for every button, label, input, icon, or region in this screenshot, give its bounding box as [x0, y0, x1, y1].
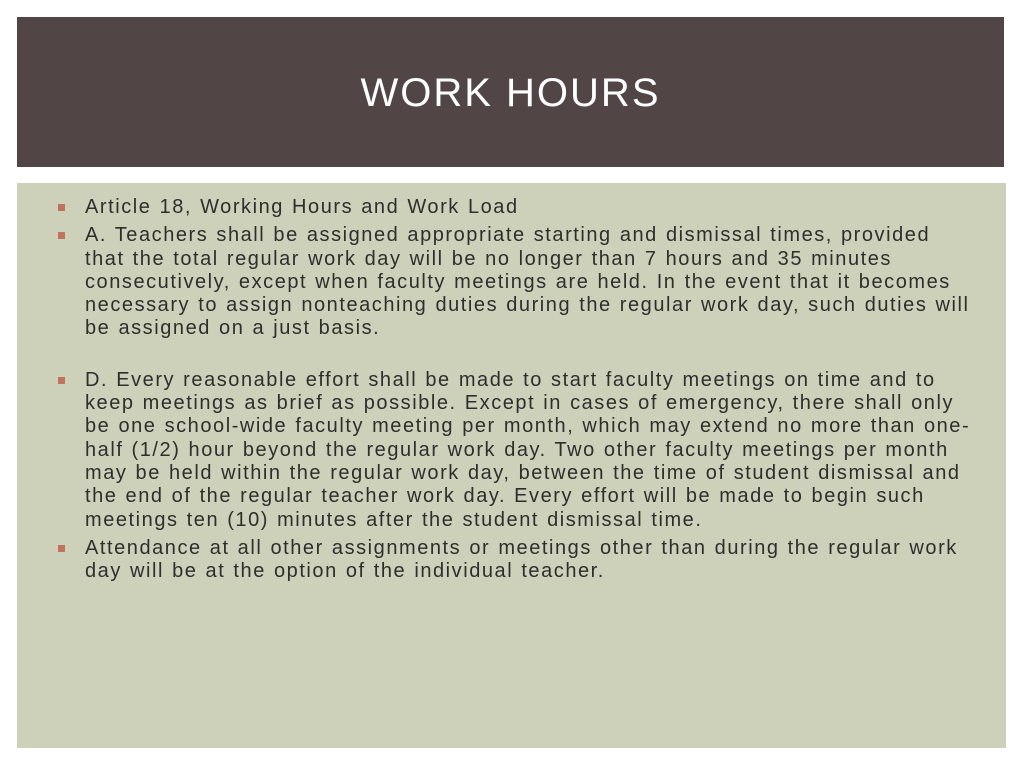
bullet-text: D. Every reasonable effort shall be made to start faculty meetings on time and to keep meetings as brief as possible. Except in cases of emergency, there shall only be one school-wide faculty meeting per month, which may extend no more than one-half (1/2) hour beyond the regular work day. Two other faculty meetings per month may be held within the regular work day, between the time of student dismissal and the end of the regular teacher work day. Every effort will be made to begin such meetings ten (10) minutes after the student dismissal time. — [85, 368, 971, 531]
bullet-item-article — [57, 196, 976, 219]
square-bullet-icon — [58, 545, 65, 552]
square-bullet-icon — [58, 232, 65, 239]
bullet-text: Article 18, Working Hours and Work Load — [85, 196, 519, 218]
bullet-item-section-d — [57, 369, 976, 532]
slide-title: WORK HOURS — [360, 70, 661, 115]
square-bullet-icon — [58, 377, 65, 384]
bullet-text: Attendance at all other assignments or meetings other than during the regular work day will be at the option of the individual teacher. — [85, 536, 958, 583]
bullet-item-section-a — [57, 224, 976, 340]
bullet-text: A. Teachers shall be assigned appropriate starting and dismissal times, provided that the total regular work day will be no longer than 7 hours and 35 minutes consecutively, except when faculty meetings are held. In the event that it becomes necessary to assign nonteaching duties during the regular work day, such duties will be assigned on a just basis. — [85, 224, 970, 340]
square-bullet-icon — [58, 204, 65, 211]
bullet-item-attendance — [57, 537, 976, 584]
title-bar — [17, 17, 1004, 167]
content-area — [17, 183, 1006, 748]
bullet-list — [57, 196, 976, 583]
